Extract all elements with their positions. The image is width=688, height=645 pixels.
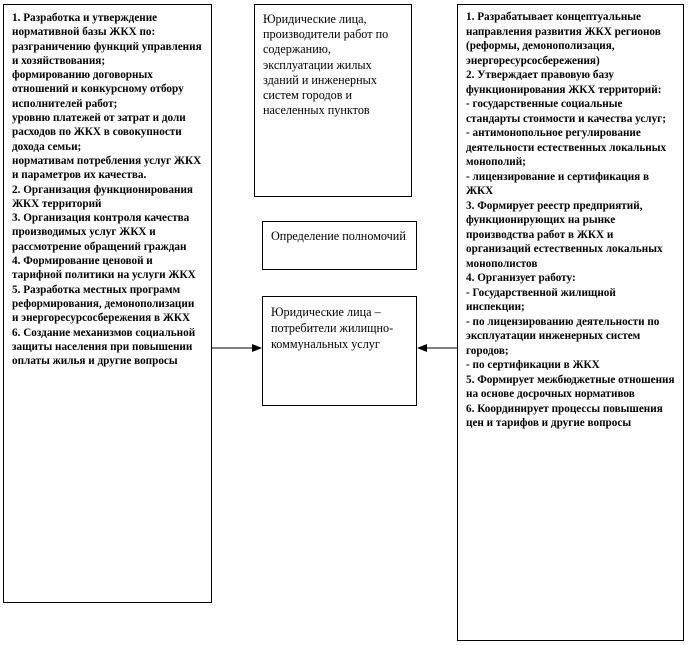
left-item: формированию договорных отношений и конкурсному отбору исполнителей работ; <box>12 69 184 110</box>
right-item: - по сертификации в ЖКХ <box>466 359 600 371</box>
left-item: 3. Организация контроля качества производимых услуг ЖКХ и рассмотрение обращений граждан <box>12 212 190 253</box>
right-item: - Государственной жилищной инспекции; <box>466 286 616 313</box>
right-item: - лицензирование и сертификация в ЖКХ <box>466 170 650 197</box>
left-item: 4. Формирование ценовой и тарифной политики на услуги ЖКХ <box>12 255 196 282</box>
right-item: 3. Формирует реестр предприятий, функционирующих на рынке производства работ в ЖКХ и организаций естественных локальных монополистов <box>466 199 663 270</box>
consumers-text: Юридические лица – потребители жилищно-коммунальных услуг <box>271 305 394 351</box>
right-item: 5. Формирует межбюджетные отношения на основе досрочных нормативов <box>466 373 675 400</box>
left-item: уровню платежей от затрат и доли расходов по ЖКХ в совокупности дохода семьи; <box>12 112 186 153</box>
right-item: - государственные социальные стандарты стоимости и качества услуг; <box>466 98 666 125</box>
left-item: 1. Разработка и утверждение нормативной базы ЖКХ по: разграничению функций управления и хозяйствования; <box>12 12 202 67</box>
right-item: 2. Утверждает правовую базу функционирования ЖКХ территорий: <box>466 69 662 96</box>
left-item: 6. Создание механизмов социальной защиты населения при повышении оплаты жилья и другие вопросы <box>12 326 196 368</box>
left-item: 5. Разработка местных программ реформирования, демонополизации и энергоресурсосбережения в ЖКХ <box>12 283 195 325</box>
right-item: 4. Организует работу: <box>466 272 576 284</box>
left-item: нормативам потребления услуг ЖКХ и параметров их качества. <box>12 154 202 182</box>
right-item: 1. Разрабатывает концептуальные направления развития ЖКХ регионов (реформы, демонополизация, энергоресурсосбережения) <box>466 11 661 67</box>
left-item: 2. Организация функционирования ЖКХ территорий <box>12 183 193 210</box>
authority-definition-text: Определение полномочий <box>271 229 406 243</box>
right-item: 6. Координирует процессы повышения цен и тарифов и другие вопросы <box>466 402 663 429</box>
producers-text: Юридические лица, производители работ по содержанию, эксплуатации жилых зданий и инженерных систем городов и населенных пунктов <box>263 12 389 118</box>
right-item: - по лицензированию деятельности по эксплуатации инженерных систем городов; <box>466 315 660 357</box>
right-item: - антимонопольное регулирование деятельности естественных локальных монополий; <box>466 127 667 168</box>
